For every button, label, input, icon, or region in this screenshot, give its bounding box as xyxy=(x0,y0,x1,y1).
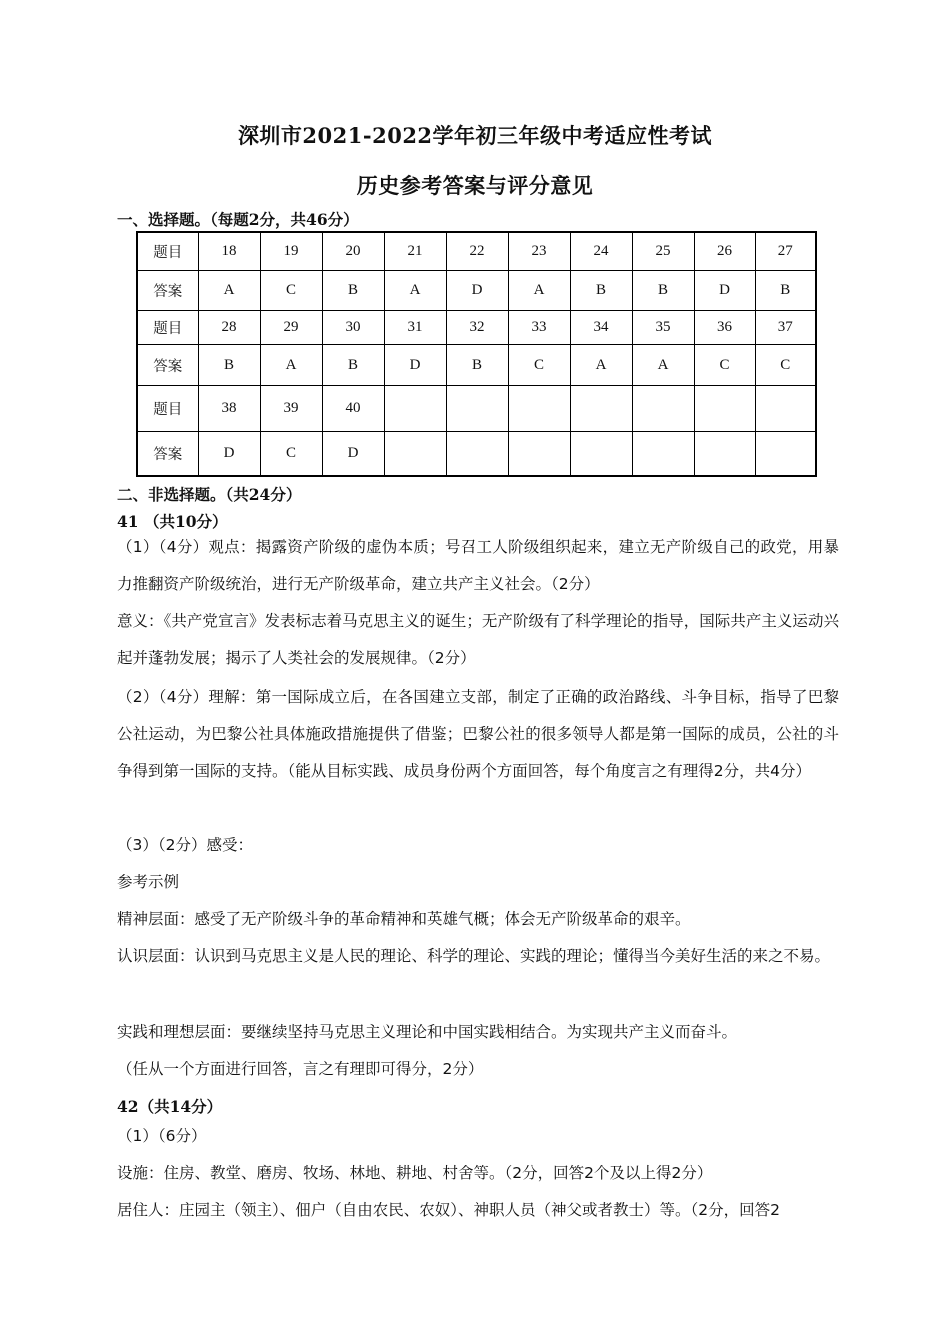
answer-table-cell: D xyxy=(694,270,755,310)
answer-table-cell: A xyxy=(384,270,446,310)
answer-table-cell: 23 xyxy=(508,232,570,270)
answer-table-cell xyxy=(570,432,632,476)
document-subtitle: 历史参考答案与评分意见 xyxy=(356,173,594,198)
answer-table-cell xyxy=(570,385,632,431)
answer-table-cell: 30 xyxy=(322,311,384,345)
answer-table-cell: A xyxy=(570,345,632,385)
answer-table-cell: 28 xyxy=(198,311,260,345)
q41-paragraph-9: （任从一个方面进行回答，言之有理即可得分，2分） xyxy=(117,1060,484,1078)
answer-table-cell: 27 xyxy=(755,232,816,270)
answer-table-cell: 34 xyxy=(570,311,632,345)
answer-table-cell: 22 xyxy=(446,232,508,270)
answer-table-cell: C xyxy=(694,345,755,385)
answer-table-cell: 33 xyxy=(508,311,570,345)
q42-paragraph-1: （1）（6分） xyxy=(117,1127,207,1145)
answer-table-cell: 39 xyxy=(260,385,322,431)
answer-table-cell: 32 xyxy=(446,311,508,345)
answer-table-cell: A xyxy=(198,270,260,310)
answer-table-cell: 29 xyxy=(260,311,322,345)
answer-table-row-header: 题目 xyxy=(137,311,198,345)
answer-table-cell: B xyxy=(446,345,508,385)
answer-table-cell: C xyxy=(508,345,570,385)
q41-heading: 41 （共10分） xyxy=(117,512,228,531)
answer-table-cell: 40 xyxy=(322,385,384,431)
q41-paragraph-1: （1）（4分）观点：揭露资产阶级的虚伪本质；号召工人阶级组织起来，建立无产阶级自己的政党，用暴力推翻资产阶级统治，进行无产阶级革命，建立共产主义社会。（2分） xyxy=(117,538,839,593)
q41-paragraph-5: 参考示例 xyxy=(117,873,180,891)
answer-table-cell xyxy=(508,432,570,476)
answer-table-row-header: 题目 xyxy=(137,385,198,431)
answer-table-cell: 38 xyxy=(198,385,260,431)
q41-paragraph-3: （2）（4分）理解：第一国际成立后，在各国建立支部，制定了正确的政治路线、斗争目标，指导了巴黎公社运动，为巴黎公社具体施政措施提供了借鉴；巴黎公社的很多领导人都是第一国际的成员，公社的斗争得到第一国际的支持。（能从目标实践、成员身份两个方面回答，每个角度言之有理得2分，共4分） xyxy=(117,688,839,780)
answer-table-cell: B xyxy=(570,270,632,310)
answer-table-cell: C xyxy=(260,432,322,476)
answer-table-cell: D xyxy=(446,270,508,310)
answer-table-row xyxy=(137,345,816,385)
answer-table-cell xyxy=(755,385,816,431)
answer-table-cell: 25 xyxy=(632,232,694,270)
answer-table-cell xyxy=(384,385,446,431)
q41-paragraph-4: （3）（2分）感受： xyxy=(117,836,253,854)
answer-table-cell: 26 xyxy=(694,232,755,270)
answer-table-cell: 19 xyxy=(260,232,322,270)
answer-table-row xyxy=(137,432,816,476)
answer-table-cell: 24 xyxy=(570,232,632,270)
section-nonchoice-heading: 二、非选择题。（共24分） xyxy=(117,485,302,504)
answer-table-cell: A xyxy=(260,345,322,385)
q41-paragraph-6: 精神层面：感受了无产阶级斗争的革命精神和英雄气概；体会无产阶级革命的艰辛。 xyxy=(117,910,691,928)
answer-table-cell xyxy=(508,385,570,431)
answer-table-cell: 18 xyxy=(198,232,260,270)
q42-paragraph-3: 居住人：庄园主（领主）、佃户（自由农民、农奴）、神职人员（神父或者教士）等。（2分，回答2 xyxy=(117,1201,780,1219)
answer-table-cell: 21 xyxy=(384,232,446,270)
answer-table-cell: D xyxy=(198,432,260,476)
answer-table-cell: A xyxy=(508,270,570,310)
answer-table-cell: D xyxy=(322,432,384,476)
answer-table-cell: B xyxy=(632,270,694,310)
answer-table-cell xyxy=(694,385,755,431)
answer-table-row xyxy=(137,311,816,345)
answer-table-cell: B xyxy=(322,270,384,310)
answer-table-row-header: 答案 xyxy=(137,432,198,476)
answer-table-cell xyxy=(694,432,755,476)
q41-paragraph-7: 认识层面：认识到马克思主义是人民的理论、科学的理论、实践的理论；懂得当今美好生活的来之不易。 xyxy=(117,947,831,965)
answer-table-cell: B xyxy=(755,270,816,310)
document-title: 深圳市2021-2022学年初三年级中考适应性考试 xyxy=(237,123,713,148)
section-choice-heading: 一、选择题。（每题2分，共46分） xyxy=(117,210,359,229)
answer-table-cell: D xyxy=(384,345,446,385)
answer-table xyxy=(136,231,817,477)
q41-paragraph-2: 意义：《共产党宣言》发表标志着马克思主义的诞生；无产阶级有了科学理论的指导，国际共产主义运动兴起并蓬勃发展；揭示了人类社会的发展规律。（2分） xyxy=(117,612,839,667)
q42-heading: 42（共14分） xyxy=(117,1097,223,1116)
answer-table-cell xyxy=(632,432,694,476)
answer-table-cell xyxy=(384,432,446,476)
answer-table-cell: 20 xyxy=(322,232,384,270)
answer-table-row xyxy=(137,270,816,310)
answer-table-row-header: 答案 xyxy=(137,345,198,385)
answer-table-cell: A xyxy=(632,345,694,385)
answer-table-cell: B xyxy=(322,345,384,385)
answer-table-cell xyxy=(632,385,694,431)
answer-table-row-header: 答案 xyxy=(137,270,198,310)
answer-table-row xyxy=(137,385,816,431)
answer-table-cell: 36 xyxy=(694,311,755,345)
answer-table-cell xyxy=(446,385,508,431)
answer-table-cell: 31 xyxy=(384,311,446,345)
answer-table-row xyxy=(137,232,816,270)
q41-paragraph-8: 实践和理想层面：要继续坚持马克思主义理论和中国实践相结合。为实现共产主义而奋斗。 xyxy=(117,1023,738,1041)
answer-table-row-header: 题目 xyxy=(137,232,198,270)
answer-table-cell: C xyxy=(755,345,816,385)
answer-table-cell: C xyxy=(260,270,322,310)
answer-table-cell: 35 xyxy=(632,311,694,345)
answer-table-cell xyxy=(755,432,816,476)
answer-table-cell: 37 xyxy=(755,311,816,345)
answer-table-cell: B xyxy=(198,345,260,385)
answer-table-cell xyxy=(446,432,508,476)
q42-paragraph-2: 设施：住房、教堂、磨房、牧场、林地、耕地、村舍等。（2分，回答2个及以上得2分） xyxy=(117,1164,713,1182)
